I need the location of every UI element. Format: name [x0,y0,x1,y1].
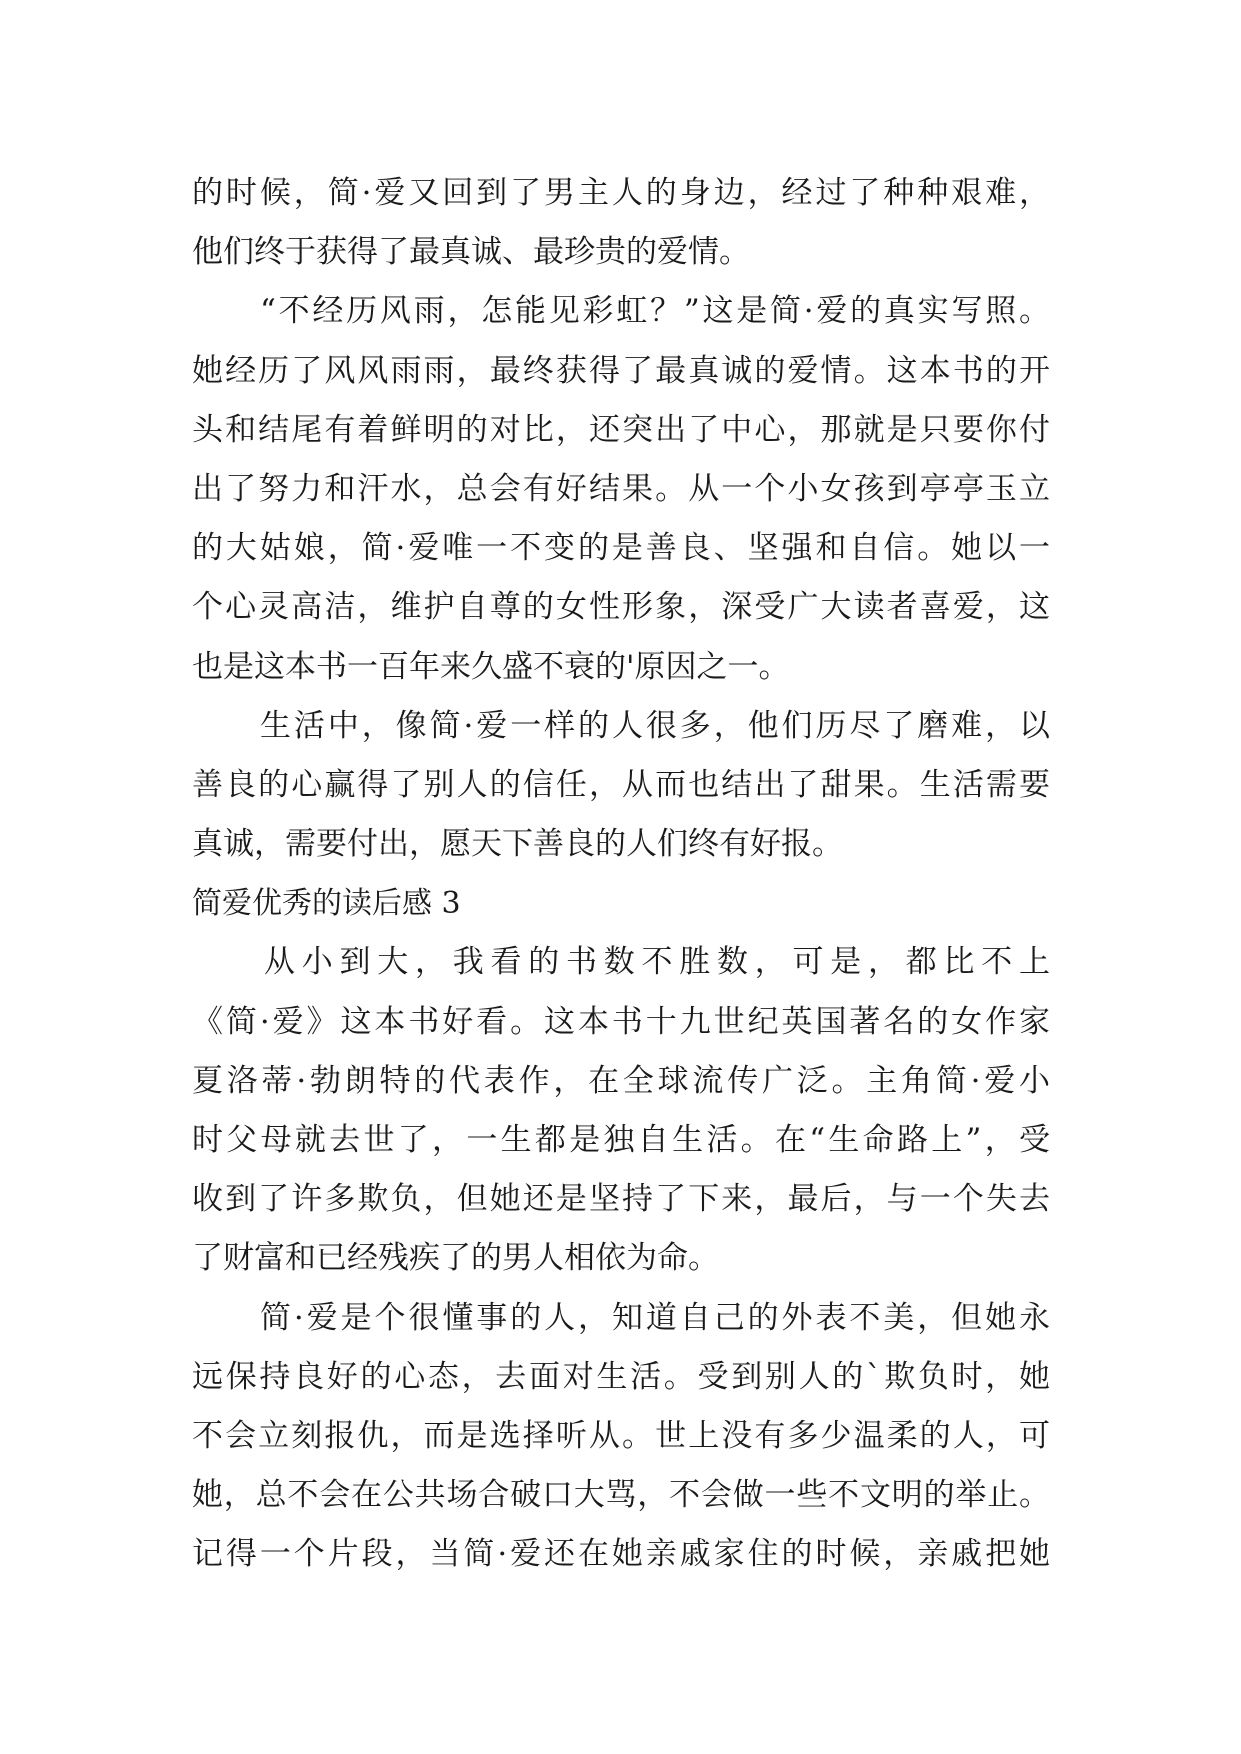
text-line: 真诚，需要付出，愿天下善良的人们终有好报。 [192,826,843,863]
text-line: 收到了许多欺负，但她还是坚持了下来，最后，与一个失去 [192,1181,1050,1218]
text-line: 她经历了风风雨雨，最终获得了最真诚的爱情。这本书的开 [192,352,1050,389]
text-line: 出了努力和汗水，总会有好结果。从一个小女孩到亭亭玉立 [192,470,1050,507]
text-line: 头和结尾有着鲜明的对比，还突出了中心，那就是只要你付 [192,411,1050,448]
document-body [192,164,1050,1585]
text-line: 记得一个片段，当简·爱还在她亲戚家住的时候，亲戚把她 [192,1536,1050,1573]
text-line: 简·爱是个很懂事的人，知道自己的外表不美，但她永 [260,1299,1050,1336]
text-line: 他们终于获得了最真诚、最珍贵的爱情。 [192,234,750,271]
text-line: 不会立刻报仇，而是选择听从。世上没有多少温柔的人，可 [192,1417,1050,1454]
text-line: 的时候，简·爱又回到了男主人的身边，经过了种种艰难， [192,175,1050,211]
text-line: 的大姑娘，简·爱唯一不变的是善良、坚强和自信。她以一 [192,530,1050,567]
section-heading: 简爱优秀的读后感 3 [192,886,461,922]
text-line: 《简·爱》这本书好看。这本书十九世纪英国著名的女作家 [192,1003,1050,1040]
text-line: 从小到大，我看的书数不胜数，可是，都比不上 [264,944,1050,981]
text-line: 善良的心赢得了别人的信任，从而也结出了甜果。生活需要 [192,766,1050,803]
text-line: 远保持良好的心态，去面对生活。受到别人的`欺负时，她 [192,1358,1050,1395]
text-line: 也是这本书一百年来久盛不衰的'原因之一。 [192,648,790,685]
text-line: 个心灵高洁，维护自尊的女性形象，深受广大读者喜爱，这 [192,589,1050,626]
text-line: 生活中，像简·爱一样的人很多，他们历尽了磨难，以 [260,707,1050,744]
text-line: 了财富和已经残疾了的男人相依为命。 [192,1240,719,1277]
text-line: 时父母就去世了，一生都是独自生活。在“生命路上”，受 [192,1122,1050,1158]
text-line: 她，总不会在公共场合破口大骂，不会做一些不文明的举止。 [192,1477,1050,1514]
text-line: “不经历风雨，怎能见彩虹？”这是简·爱的真实写照。 [260,293,1050,330]
text-line: 夏洛蒂·勃朗特的代表作，在全球流传广泛。主角简·爱小 [192,1062,1050,1099]
